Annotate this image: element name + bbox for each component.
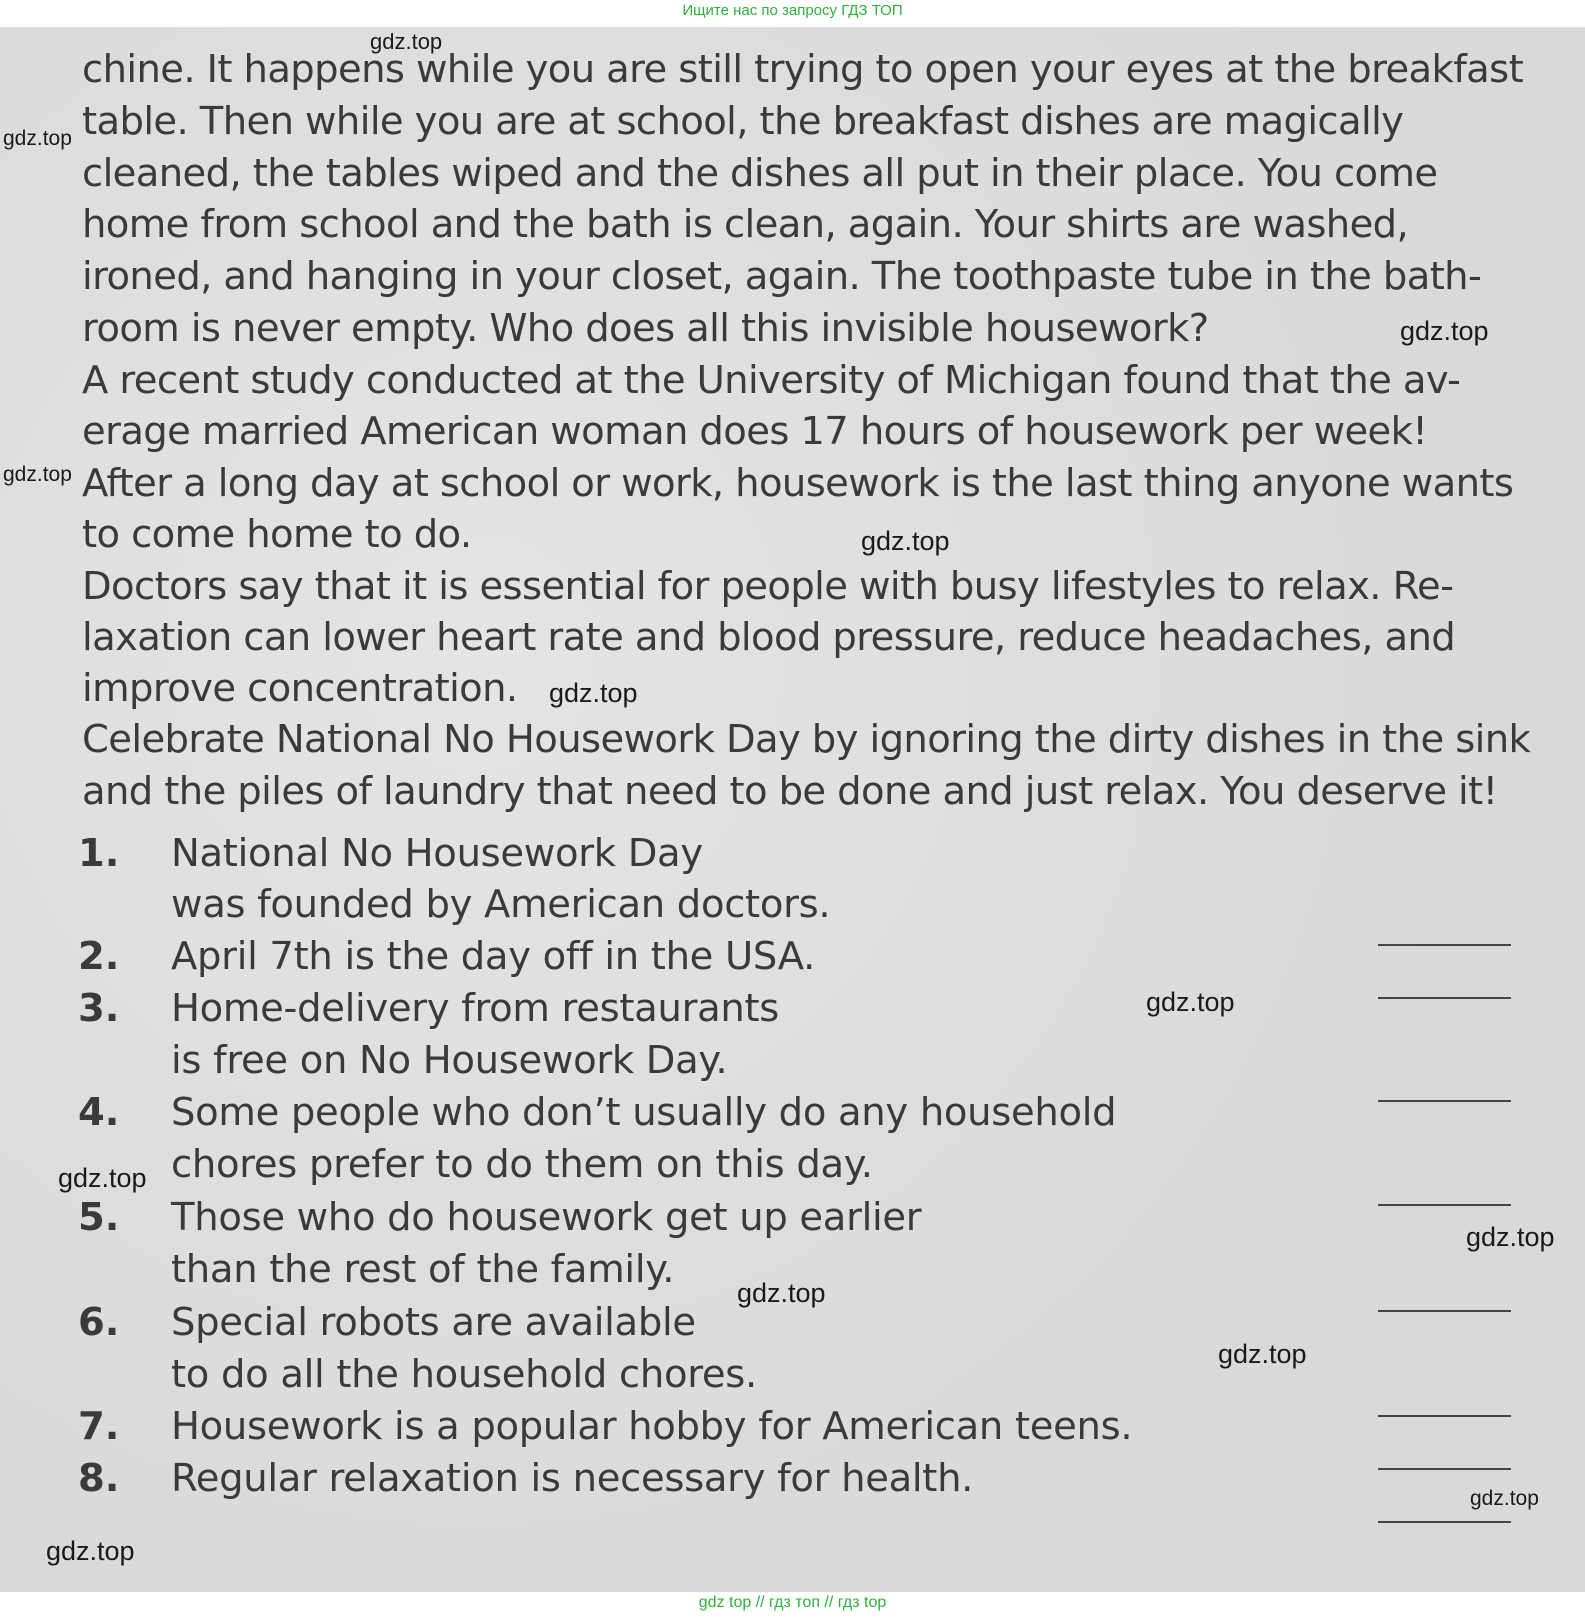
text-line: to come home to do. — [82, 512, 472, 557]
watermark: gdz.top — [1400, 316, 1489, 346]
statement-text: was founded by American doctors. — [171, 882, 831, 927]
text-line: room is never empty. Who does all this invisible housework? — [82, 306, 1209, 351]
statement-number: 1. — [78, 831, 120, 876]
text-line: and the piles of laundry that need to be done and just relax. You deserve it! — [82, 769, 1498, 814]
answer-blank[interactable] — [1378, 1310, 1511, 1312]
statement-text: Regular relaxation is necessary for health. — [171, 1456, 974, 1501]
watermark: gdz.top — [1466, 1222, 1555, 1252]
statement-number: 5. — [78, 1195, 120, 1240]
watermark: gdz.top — [737, 1278, 826, 1308]
text-line: erage married American woman does 17 hours of housework per week! — [82, 409, 1428, 454]
text-line: cleaned, the tables wiped and the dishes all put in their place. You come — [82, 151, 1438, 196]
statement-text: National No Housework Day — [171, 831, 703, 876]
statement-text: is free on No Housework Day. — [171, 1038, 728, 1083]
watermark: gdz.top — [3, 463, 72, 486]
text-line: laxation can lower heart rate and blood pressure, reduce headaches, and — [82, 615, 1456, 660]
watermark: gdz.top — [1470, 1487, 1539, 1510]
top-banner[interactable]: Ищите нас по запросу ГДЗ ТОП — [682, 2, 903, 19]
answer-blank[interactable] — [1378, 997, 1511, 999]
answer-blank[interactable] — [1378, 1521, 1511, 1523]
text-line: table. Then while you are at school, the breakfast dishes are magically — [82, 99, 1404, 144]
watermark: gdz.top — [58, 1163, 147, 1193]
text-line: A recent study conducted at the University of Michigan found that the av- — [82, 358, 1461, 403]
statement-text: Housework is a popular hobby for American teens. — [171, 1404, 1133, 1449]
answer-blank[interactable] — [1378, 1468, 1511, 1470]
statement-text: Special robots are available — [171, 1300, 696, 1345]
statement-text: to do all the household chores. — [171, 1352, 757, 1397]
text-line: chine. It happens while you are still trying to open your eyes at the breakfast — [82, 47, 1524, 92]
text-line: ironed, and hanging in your closet, again. The toothpaste tube in the bath- — [82, 254, 1482, 299]
statement-text: April 7th is the day off in the USA. — [171, 934, 816, 979]
text-line: home from school and the bath is clean, again. Your shirts are washed, — [82, 202, 1409, 247]
bottom-banner[interactable]: gdz top // гдз топ // гдз top — [698, 1594, 887, 1611]
text-line: After a long day at school or work, housework is the last thing anyone wants — [82, 461, 1514, 506]
statement-text: than the rest of the family. — [171, 1247, 675, 1292]
statement-text: Those who do housework get up earlier — [171, 1195, 922, 1240]
answer-blank[interactable] — [1378, 944, 1511, 946]
statement-number: 6. — [78, 1300, 120, 1345]
watermark: gdz.top — [549, 678, 638, 708]
answer-blank[interactable] — [1378, 1204, 1511, 1206]
watermark: gdz.top — [861, 526, 950, 556]
statement-number: 7. — [78, 1404, 120, 1449]
statement-text: Home-delivery from restaurants — [171, 986, 780, 1031]
statement-number: 4. — [78, 1090, 120, 1135]
statement-number: 8. — [78, 1456, 120, 1501]
textbook-page — [0, 27, 1585, 1592]
watermark: gdz.top — [46, 1536, 135, 1566]
statement-text: chores prefer to do them on this day. — [171, 1142, 873, 1187]
statement-text: Some people who don’t usually do any household — [171, 1090, 1117, 1135]
text-line: Celebrate National No Housework Day by ignoring the dirty dishes in the sink — [82, 717, 1531, 762]
answer-blank[interactable] — [1378, 1100, 1511, 1102]
text-line: Doctors say that it is essential for people with busy lifestyles to relax. Re- — [82, 564, 1454, 609]
watermark: gdz.top — [1146, 987, 1235, 1017]
statement-number: 3. — [78, 986, 120, 1031]
watermark: gdz.top — [370, 29, 443, 54]
statement-number: 2. — [78, 934, 120, 979]
watermark: gdz.top — [1218, 1339, 1307, 1369]
text-line: improve concentration. — [82, 666, 518, 711]
answer-blank[interactable] — [1378, 1415, 1511, 1417]
watermark: gdz.top — [3, 127, 72, 150]
